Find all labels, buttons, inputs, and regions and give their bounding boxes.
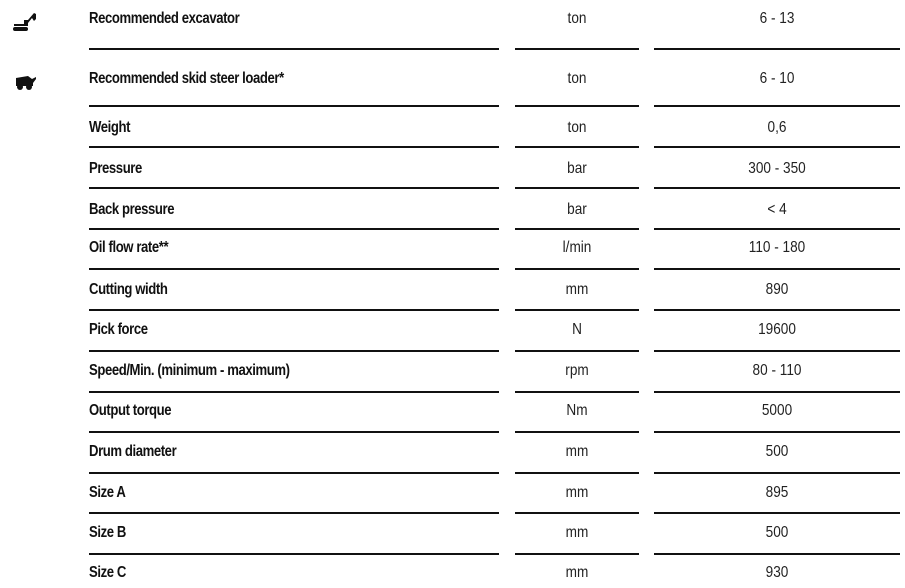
row-divider: [89, 553, 499, 555]
skid-steer-loader-icon: [12, 70, 38, 92]
spec-label: Recommended excavator: [89, 10, 240, 27]
spec-label: Drum diameter: [89, 443, 177, 460]
spec-value: 80 - 110: [752, 362, 802, 379]
spec-label: Pick force: [89, 321, 148, 338]
row-divider: [515, 48, 639, 50]
spec-label: Size B: [89, 524, 126, 541]
row-divider: [515, 187, 639, 189]
spec-row: [0, 281, 905, 303]
spec-unit: mm: [565, 443, 589, 460]
row-divider: [654, 48, 900, 50]
spec-unit: bar: [567, 201, 587, 218]
row-divider: [654, 187, 900, 189]
spec-value: 500: [765, 524, 789, 541]
spec-row: [0, 119, 905, 141]
row-divider: [654, 472, 900, 474]
spec-value: 6 - 13: [759, 10, 795, 27]
spec-value: 895: [765, 484, 789, 501]
row-divider: [515, 472, 639, 474]
row-divider: [654, 391, 900, 393]
spec-value: 300 - 350: [748, 160, 806, 177]
spec-value: 0,6: [767, 119, 787, 136]
spec-unit: mm: [565, 564, 589, 581]
row-divider: [89, 48, 499, 50]
spec-label: Pressure: [89, 160, 142, 177]
spec-row: [0, 443, 905, 465]
row-divider: [654, 228, 900, 230]
spec-unit: ton: [567, 119, 587, 136]
spec-row: [0, 402, 905, 424]
spec-row: [0, 201, 905, 223]
spec-unit: ton: [567, 70, 587, 87]
row-divider: [89, 228, 499, 230]
row-divider: [89, 431, 499, 433]
spec-label: Weight: [89, 119, 131, 136]
row-divider: [89, 512, 499, 514]
row-divider: [654, 146, 900, 148]
row-divider: [654, 105, 900, 107]
spec-value: 930: [765, 564, 789, 581]
spec-value: < 4: [767, 201, 787, 218]
spec-value: 5000: [761, 402, 793, 419]
spec-row: [0, 362, 905, 384]
row-divider: [515, 105, 639, 107]
row-divider: [89, 391, 499, 393]
spec-value: 6 - 10: [759, 70, 795, 87]
spec-value: 890: [765, 281, 789, 298]
spec-row: [0, 484, 905, 506]
row-divider: [515, 228, 639, 230]
spec-unit: rpm: [565, 362, 589, 379]
row-divider: [515, 309, 639, 311]
spec-label: Size A: [89, 484, 126, 501]
excavator-icon: [12, 10, 38, 32]
row-divider: [89, 350, 499, 352]
row-divider: [654, 553, 900, 555]
row-divider: [515, 350, 639, 352]
spec-row: [0, 321, 905, 343]
row-divider: [515, 431, 639, 433]
row-divider: [89, 309, 499, 311]
row-divider: [515, 146, 639, 148]
spec-row: [0, 239, 905, 261]
spec-label: Oil flow rate**: [89, 239, 169, 256]
row-divider: [654, 350, 900, 352]
row-divider: [515, 553, 639, 555]
spec-unit: ton: [567, 10, 587, 27]
row-divider: [654, 431, 900, 433]
spec-unit: mm: [565, 484, 589, 501]
spec-label: Output torque: [89, 402, 172, 419]
row-divider: [654, 512, 900, 514]
row-divider: [515, 268, 639, 270]
row-divider: [654, 309, 900, 311]
spec-unit: bar: [567, 160, 587, 177]
spec-value: 19600: [758, 321, 796, 338]
spec-row: [0, 564, 905, 586]
spec-unit: l/min: [562, 239, 592, 256]
spec-row: [0, 160, 905, 182]
row-divider: [89, 146, 499, 148]
row-divider: [89, 472, 499, 474]
spec-unit: N: [572, 321, 582, 338]
spec-label: Recommended skid steer loader*: [89, 70, 284, 87]
spec-row: [0, 8, 905, 48]
spec-label: Speed/Min. (minimum - maximum): [89, 362, 290, 379]
row-divider: [89, 187, 499, 189]
spec-unit: mm: [565, 524, 589, 541]
spec-row: [0, 68, 905, 108]
spec-label: Cutting width: [89, 281, 168, 298]
row-divider: [89, 268, 499, 270]
spec-row: [0, 524, 905, 546]
spec-unit: mm: [565, 281, 589, 298]
row-divider: [89, 105, 499, 107]
spec-value: 500: [765, 443, 789, 460]
row-divider: [654, 268, 900, 270]
row-divider: [515, 512, 639, 514]
spec-label: Back pressure: [89, 201, 175, 218]
spec-unit: Nm: [566, 402, 588, 419]
spec-label: Size C: [89, 564, 126, 581]
row-divider: [515, 391, 639, 393]
spec-value: 110 - 180: [748, 239, 806, 256]
